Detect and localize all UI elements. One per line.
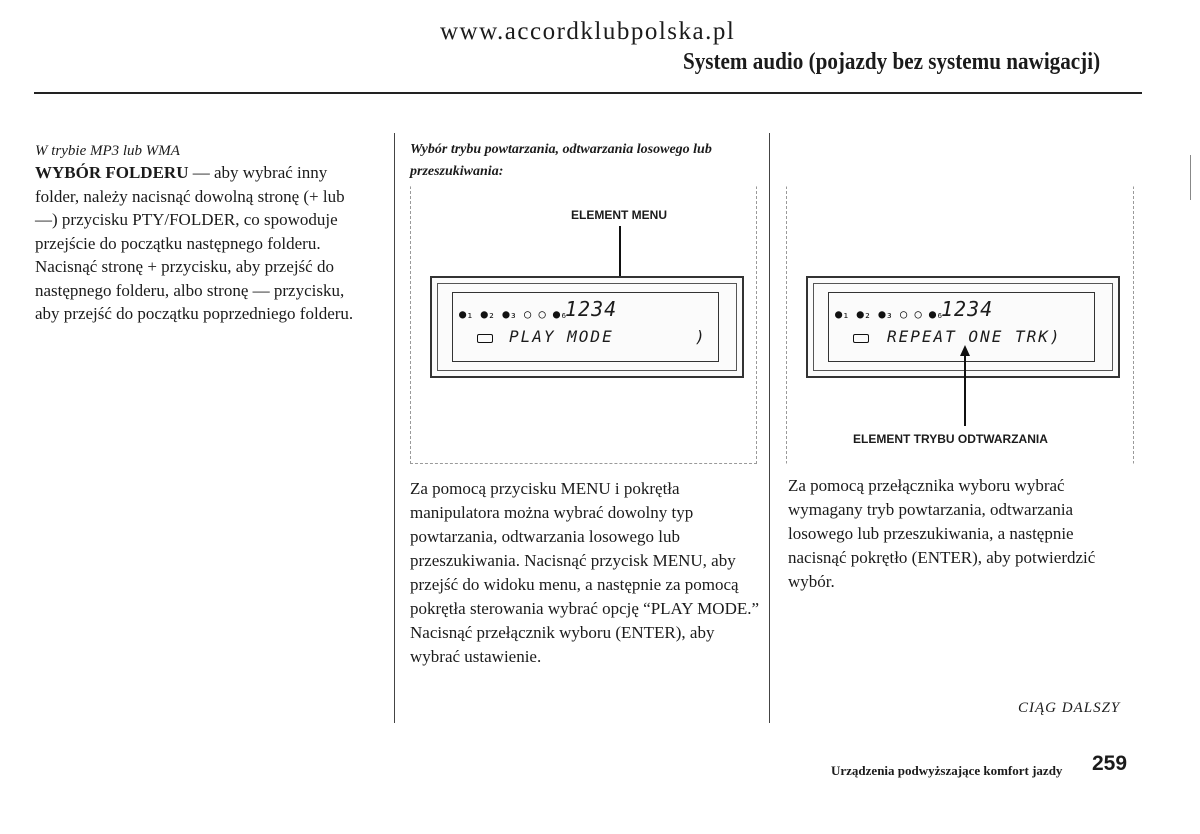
column-divider-right <box>769 133 770 723</box>
play-mode-element-callout: ELEMENT TRYBU ODTWARZANIA <box>853 432 1048 446</box>
page-edge-mark <box>1190 155 1191 200</box>
play-mode-instructions-paragraph: Za pomocą przełącznika wyboru wybrać wymagany tryb powtarzania, odtwarzania losowego lub przeszukiwania, a następnie nacisnąć pokrętło (ENTER), aby potwierdzić wybór. <box>788 476 1096 591</box>
repeat-mode-subheading: Wybór trybu powtarzania, odtwarzania losowego lub przeszukiwania: <box>410 142 712 179</box>
folder-selection-keyword: WYBÓR FOLDERU <box>35 163 189 182</box>
left-column <box>35 141 370 326</box>
display-number: 1234 <box>565 297 618 321</box>
page-number: 259 <box>1092 752 1128 775</box>
menu-instructions-paragraph: Za pomocą przycisku MENU i pokrętła manipulatora można wybrać dowolny typ powtarzania, odtwarzania losowego lub przeszukiwania. Nacisnąć przycisk MENU, aby przejść do widoku menu, a następnie za pomocą pokrętła sterowania wybrać opcję “PLAY MODE.” Nacisnąć przełącznik wyboru (ENTER), aby wybrać ustawienie. <box>410 479 760 666</box>
header-rule <box>34 92 1142 94</box>
disc-icon <box>853 334 869 343</box>
display-number: 1234 <box>941 297 994 321</box>
disc-icon <box>477 334 493 343</box>
display-panel-play-mode <box>806 276 1120 378</box>
site-url: www.accordklubpolska.pl <box>440 18 736 45</box>
disc-status-indicators: ●₁ ●₂ ●₃ ○ ○ ●₆ <box>835 307 944 321</box>
play-mode-callout-arrow-line <box>964 355 966 426</box>
display-bracket: ) <box>695 327 707 346</box>
display-text: REPEAT ONE TRK) <box>887 327 1062 346</box>
menu-element-callout: ELEMENT MENU <box>571 208 667 222</box>
page-title: System audio (pojazdy bez systemu nawigacji) <box>683 49 1101 75</box>
folder-selection-text: — aby wybrać inny folder, należy nacisnąć dowolną stronę (+ lub —) przycisku PTY/FOLDER, co spowoduje przejście do początku następnego folderu. Nacisnąć stronę + przycisku, aby przejść do następnego folderu, albo stronę — przycisku, aby przejść do początku poprzedniego folderu. <box>35 163 354 323</box>
display-screen <box>452 292 719 362</box>
folder-selection-paragraph <box>35 161 370 326</box>
disc-status-indicators: ●₁ ●₂ ●₃ ○ ○ ●₆ <box>459 307 568 321</box>
display-panel-menu <box>430 276 744 378</box>
column-divider-left <box>394 133 395 723</box>
continued-label: CIĄG DALSZY <box>1018 700 1121 716</box>
display-text: PLAY MODE <box>509 327 614 346</box>
mp3-wma-subheading: W trybie MP3 lub WMA <box>35 143 180 159</box>
chapter-footer: Urządzenia podwyższające komfort jazdy <box>831 763 1063 778</box>
